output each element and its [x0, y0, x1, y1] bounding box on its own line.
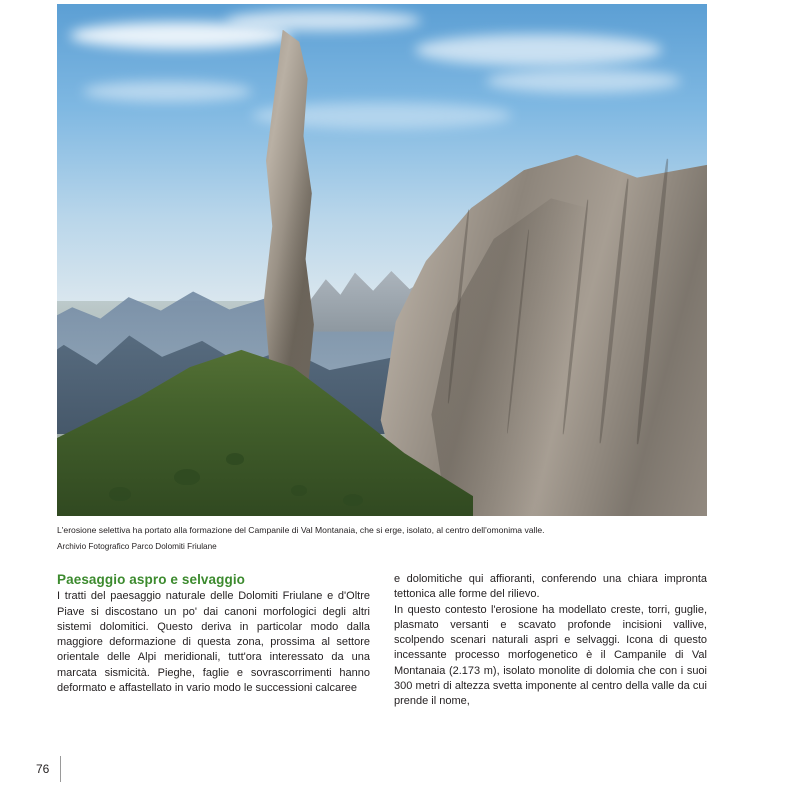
cloud-shape: [486, 69, 681, 93]
shrub: [174, 469, 200, 485]
section-title: Paesaggio aspro e selvaggio: [57, 572, 246, 587]
figure-caption: L'erosione selettiva ha portato alla formazione del Campanile di Val Montanaia, che si erge, isolato, al centro dell'omonima valle.: [57, 525, 545, 535]
photo-canvas: [57, 4, 707, 516]
shrub: [343, 494, 363, 506]
body-column-left: [57, 572, 370, 696]
paragraph: I tratti del paesaggio naturale delle Dolomiti Friulane e d'Oltre Piave si discostano un po' dai canoni morfologici degli altri sistemi dolomitici. Questo deriva in particolar modo dalla maggiore deformazione di questa zona, prossima al settore orientale delle Alpi meridionali, tutt'ora interessato da una marcata sismicità. Pieghe, faglie e sovrascorrimenti hanno deformato e affastellato in vario modo le successioni calcaree: [57, 590, 370, 695]
figure-photo: [57, 4, 707, 516]
cloud-shape: [226, 10, 421, 31]
cloud-shape: [83, 81, 252, 102]
shrub: [109, 487, 131, 501]
shrub: [226, 453, 244, 465]
page-number: 76: [36, 762, 50, 776]
shrub: [291, 485, 307, 496]
cloud-shape: [415, 34, 662, 67]
paragraph: In questo contesto l'erosione ha modellato creste, torri, guglie, plasmato versanti e scavato profonde incisioni vallive, scolpendo scenari naturali aspri e selvaggi. Icona di questo incessante processo morfogenetico è il Campanile di Val Montanaia (2.173 m), isolato monolite di dolomia che con i suoi 300 metri di altezza svetta imponente al centro della valle da cui prende il nome,: [394, 603, 707, 708]
folio-divider: [60, 756, 61, 782]
figure-credit: Archivio Fotografico Parco Dolomiti Friulane: [57, 542, 217, 551]
body-column-right: [394, 572, 707, 710]
paragraph: e dolomitiche qui affioranti, conferendo una chiara impronta tettonica alle forme del rilievo.: [394, 573, 707, 601]
